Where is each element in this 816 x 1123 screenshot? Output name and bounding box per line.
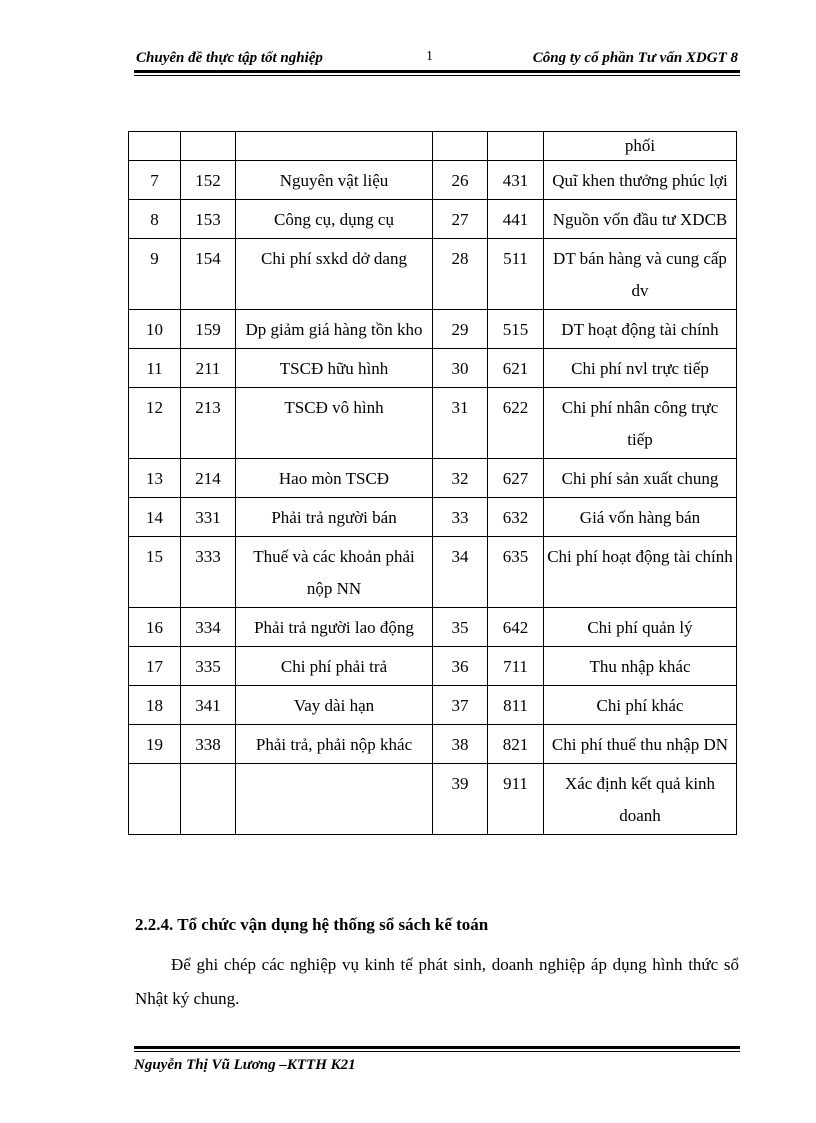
- account-name-left: Phải trả người bán: [236, 498, 433, 537]
- row-number-right: 38: [433, 725, 488, 764]
- account-name-left: TSCĐ vô hình: [236, 388, 433, 459]
- account-code-left: 154: [181, 239, 236, 310]
- table-row: [129, 132, 737, 161]
- account-code-left: [181, 764, 236, 835]
- account-code-right: 811: [488, 686, 544, 725]
- account-code-right: 622: [488, 388, 544, 459]
- account-code-right: 821: [488, 725, 544, 764]
- row-number-left: 19: [129, 725, 181, 764]
- account-code-left: 341: [181, 686, 236, 725]
- account-name-left: Hao mòn TSCĐ: [236, 459, 433, 498]
- row-number-right: [433, 132, 488, 161]
- row-number-left: 10: [129, 310, 181, 349]
- row-number-left: 18: [129, 686, 181, 725]
- table-row: [129, 349, 737, 388]
- table-row: [129, 388, 737, 459]
- page-number: 1: [426, 49, 433, 64]
- account-name-right: Chi phí sản xuất chung: [544, 459, 737, 498]
- header-title: Chuyên đề thực tập tốt nghiệp: [136, 50, 323, 66]
- account-name-right: phối: [544, 132, 737, 161]
- account-name-right: Chi phí hoạt động tài chính: [544, 537, 737, 608]
- account-code-right: 627: [488, 459, 544, 498]
- row-number-left: 7: [129, 161, 181, 200]
- row-number-right: 26: [433, 161, 488, 200]
- account-name-left: Dp giảm giá hàng tồn kho: [236, 310, 433, 349]
- table-row: [129, 200, 737, 239]
- account-name-right: Chi phí nvl trực tiếp: [544, 349, 737, 388]
- footer-author: Nguyễn Thị Vũ Lương –KTTH K21: [134, 1057, 356, 1073]
- account-code-right: 711: [488, 647, 544, 686]
- row-number-right: 28: [433, 239, 488, 310]
- table-row: [129, 647, 737, 686]
- account-code-left: 152: [181, 161, 236, 200]
- row-number-left: 13: [129, 459, 181, 498]
- account-name-right: Giá vốn hàng bán: [544, 498, 737, 537]
- table-row: [129, 459, 737, 498]
- account-name-right: Thu nhập khác: [544, 647, 737, 686]
- account-name-left: Chi phí phải trả: [236, 647, 433, 686]
- page-header: [134, 50, 740, 70]
- account-code-left: 334: [181, 608, 236, 647]
- account-code-right: 441: [488, 200, 544, 239]
- account-code-left: 331: [181, 498, 236, 537]
- table-row: [129, 764, 737, 835]
- row-number-right: 33: [433, 498, 488, 537]
- footer-rule-thick: [134, 1046, 740, 1049]
- row-number-left: 11: [129, 349, 181, 388]
- account-code-right: 642: [488, 608, 544, 647]
- account-name-right: DT bán hàng và cung cấp dv: [544, 239, 737, 310]
- account-name-left: Thuế và các khoản phải nộp NN: [236, 537, 433, 608]
- account-name-left: [236, 132, 433, 161]
- footer-rule-thin: [134, 1051, 740, 1052]
- account-name-right: Chi phí khác: [544, 686, 737, 725]
- account-code-right: 515: [488, 310, 544, 349]
- table-row: [129, 498, 737, 537]
- header-rule-thin: [134, 75, 740, 76]
- table-row: [129, 686, 737, 725]
- account-code-right: 635: [488, 537, 544, 608]
- account-code-left: 335: [181, 647, 236, 686]
- row-number-left: [129, 132, 181, 161]
- row-number-left: 17: [129, 647, 181, 686]
- row-number-right: 31: [433, 388, 488, 459]
- table-row: [129, 161, 737, 200]
- row-number-right: 34: [433, 537, 488, 608]
- row-number-right: 36: [433, 647, 488, 686]
- body-paragraph: [135, 948, 739, 1016]
- account-code-right: 621: [488, 349, 544, 388]
- row-number-left: 8: [129, 200, 181, 239]
- row-number-right: 29: [433, 310, 488, 349]
- account-name-left: Phải trả, phải nộp khác: [236, 725, 433, 764]
- account-code-left: [181, 132, 236, 161]
- account-code-left: 213: [181, 388, 236, 459]
- account-name-right: DT hoạt động tài chính: [544, 310, 737, 349]
- account-code-left: 333: [181, 537, 236, 608]
- row-number-left: 15: [129, 537, 181, 608]
- account-code-left: 211: [181, 349, 236, 388]
- account-name-right: Chi phí nhân công trực tiếp: [544, 388, 737, 459]
- accounts-table: [128, 131, 737, 835]
- account-code-right: [488, 132, 544, 161]
- account-name-right: Xác định kết quả kinh doanh: [544, 764, 737, 835]
- account-name-right: Chi phí quản lý: [544, 608, 737, 647]
- row-number-right: 37: [433, 686, 488, 725]
- paragraph-text: Để ghi chép các nghiệp vụ kinh tế phát sinh, doanh nghiệp áp dụng hình thức sổ Nhật ký chung.: [135, 955, 739, 1008]
- row-number-left: 9: [129, 239, 181, 310]
- header-rule-thick: [134, 70, 740, 73]
- row-number-right: 35: [433, 608, 488, 647]
- table-row: [129, 608, 737, 647]
- account-name-left: [236, 764, 433, 835]
- account-code-right: 632: [488, 498, 544, 537]
- account-code-right: 431: [488, 161, 544, 200]
- table-row: [129, 310, 737, 349]
- account-name-left: Công cụ, dụng cụ: [236, 200, 433, 239]
- row-number-right: 39: [433, 764, 488, 835]
- account-name-left: TSCĐ hữu hình: [236, 349, 433, 388]
- account-name-right: Nguồn vốn đầu tư XDCB: [544, 200, 737, 239]
- account-code-right: 911: [488, 764, 544, 835]
- table-row: [129, 537, 737, 608]
- account-code-left: 338: [181, 725, 236, 764]
- row-number-right: 32: [433, 459, 488, 498]
- account-name-left: Chi phí sxkd dở dang: [236, 239, 433, 310]
- header-company: Công ty cổ phần Tư vấn XDGT 8: [532, 50, 738, 66]
- row-number-left: 12: [129, 388, 181, 459]
- row-number-right: 30: [433, 349, 488, 388]
- account-name-left: Nguyên vật liệu: [236, 161, 433, 200]
- account-code-right: 511: [488, 239, 544, 310]
- table-row: [129, 239, 737, 310]
- account-code-left: 159: [181, 310, 236, 349]
- section-heading: 2.2.4. Tổ chức vận dụng hệ thống sổ sách kế toán: [135, 915, 489, 934]
- row-number-left: [129, 764, 181, 835]
- row-number-right: 27: [433, 200, 488, 239]
- row-number-left: 16: [129, 608, 181, 647]
- account-name-left: Vay dài hạn: [236, 686, 433, 725]
- accounts-table-body: [129, 132, 737, 835]
- account-code-left: 214: [181, 459, 236, 498]
- account-name-left: Phải trả người lao động: [236, 608, 433, 647]
- row-number-left: 14: [129, 498, 181, 537]
- account-code-left: 153: [181, 200, 236, 239]
- account-name-right: Quĩ khen thưởng phúc lợi: [544, 161, 737, 200]
- table-row: [129, 725, 737, 764]
- account-name-right: Chi phí thuế thu nhập DN: [544, 725, 737, 764]
